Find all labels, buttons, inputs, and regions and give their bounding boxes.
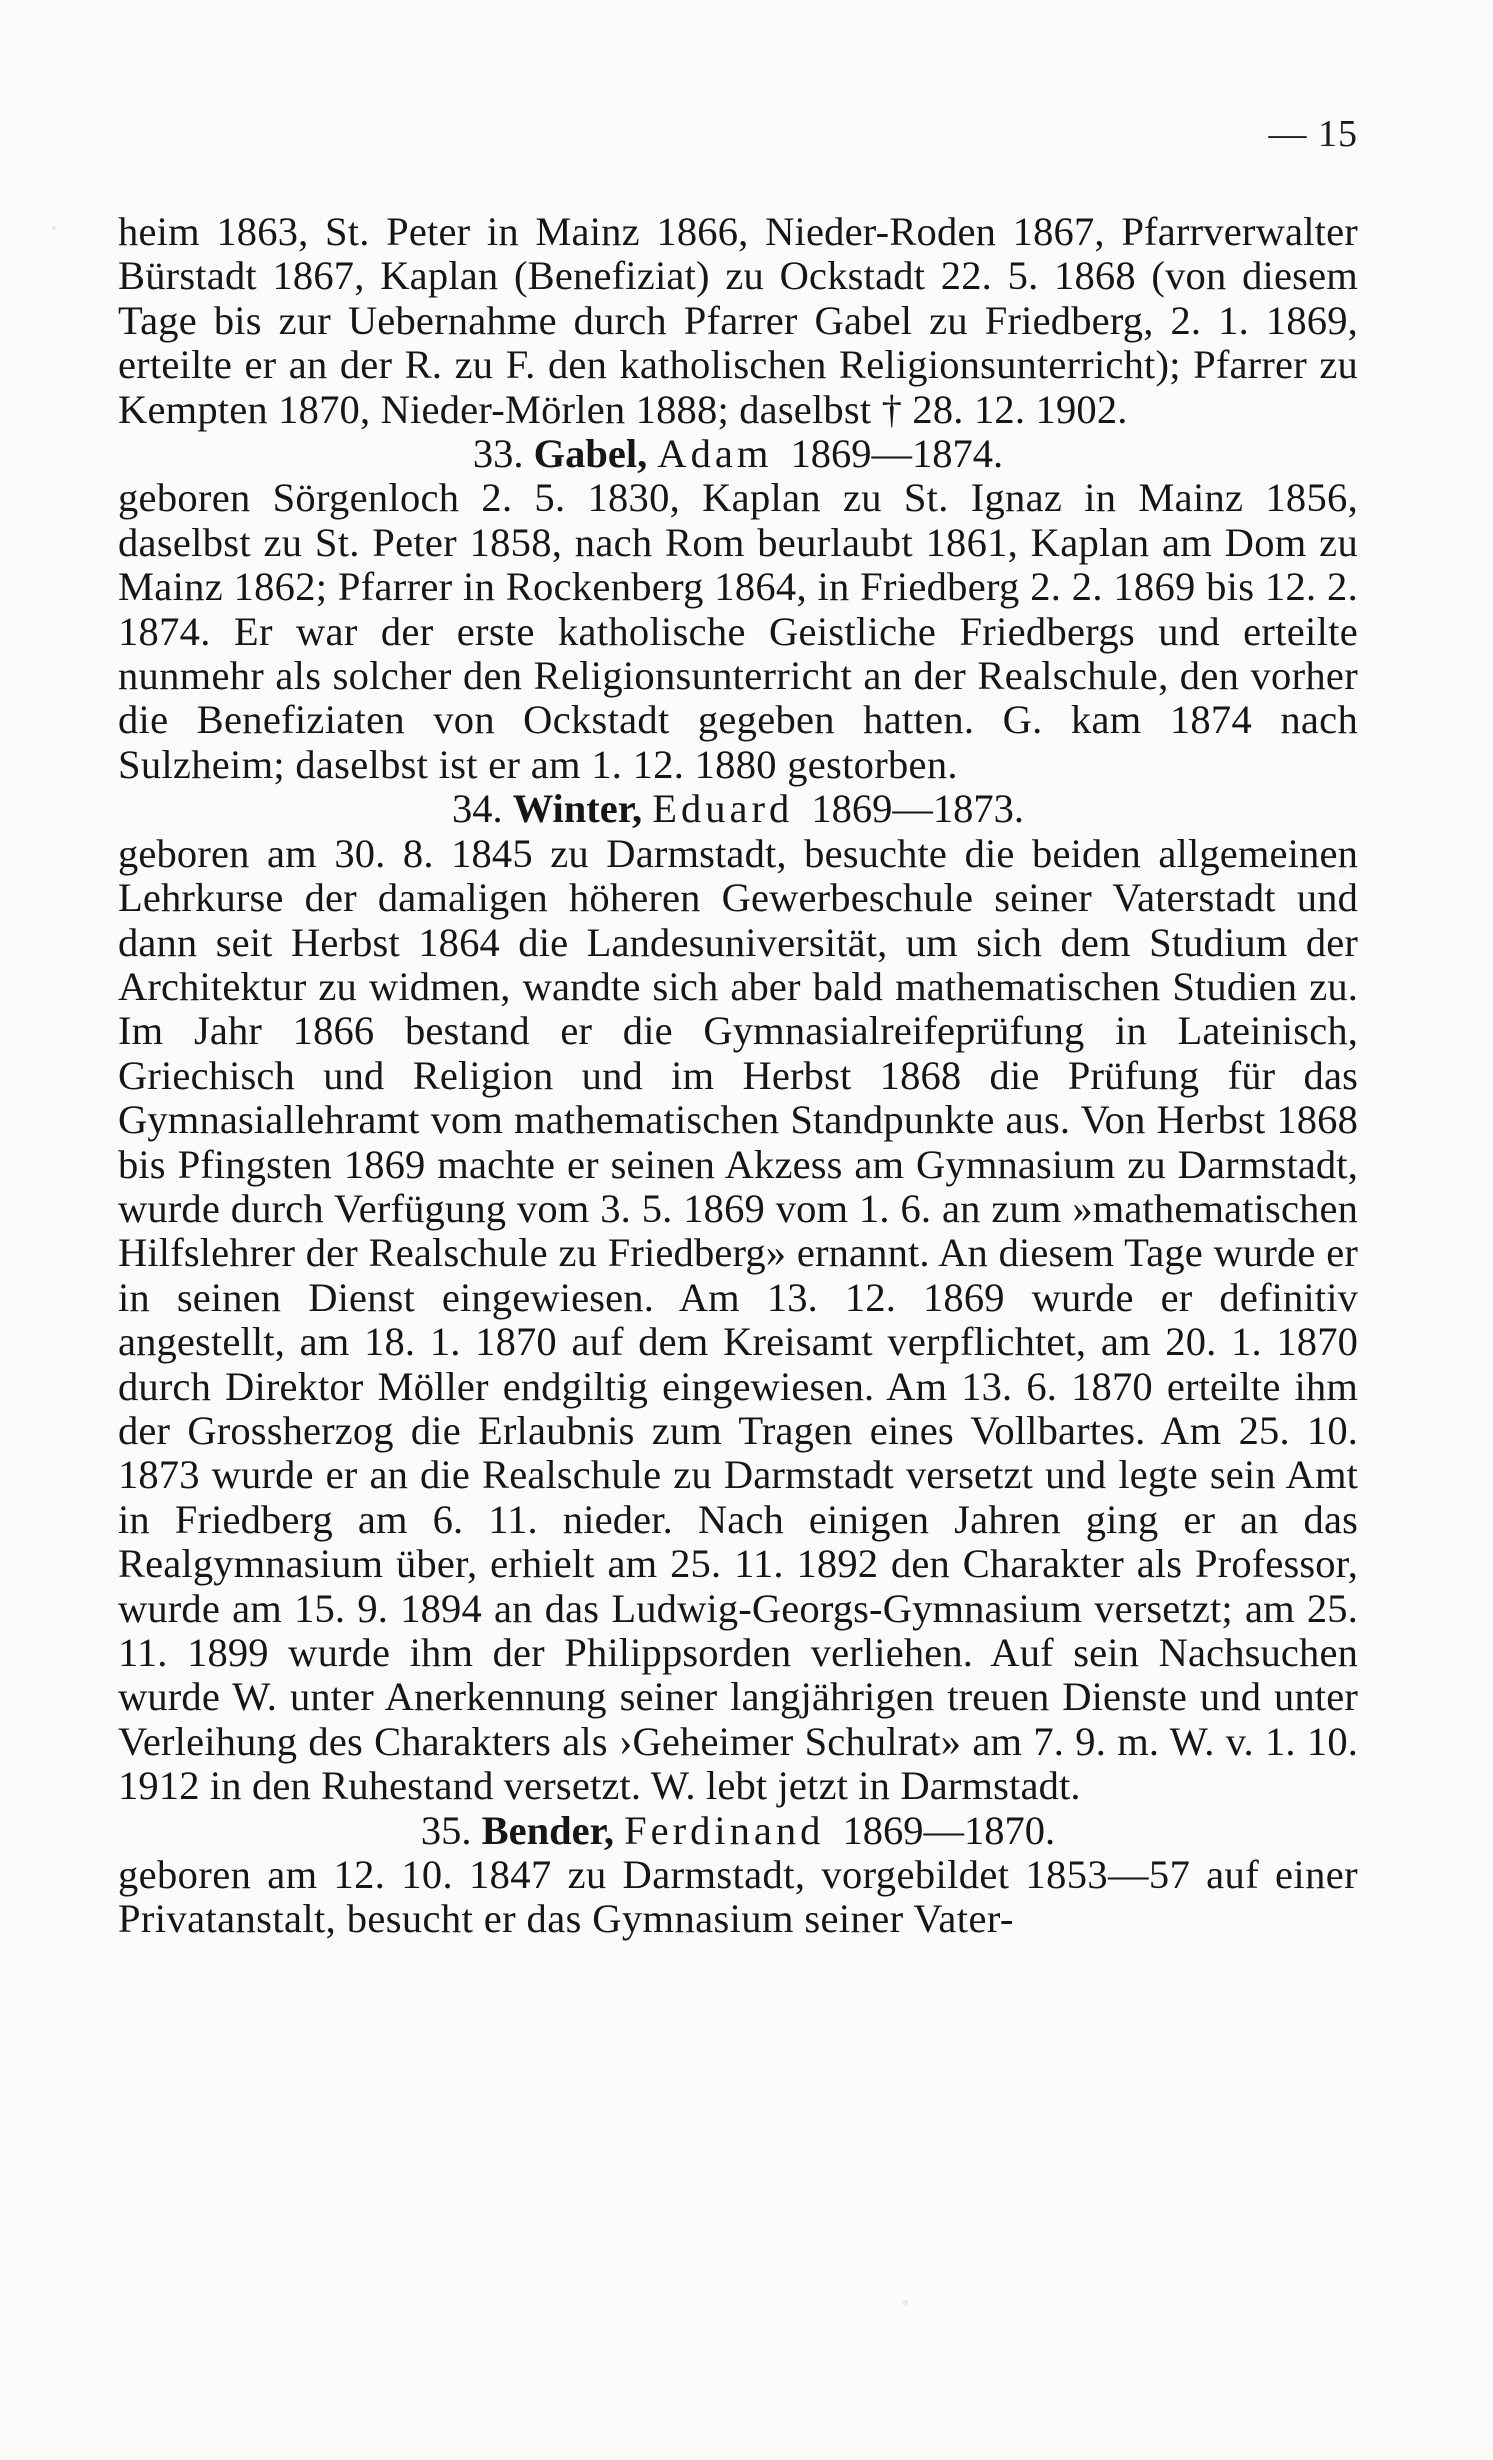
entry-heading-34 bbox=[118, 787, 1358, 831]
entry-text-33: geboren Sörgenloch 2. 5. 1830, Kaplan zu St. Ignaz in Mainz 1856, daselbst zu St. Peter 1858, nach Rom beurlaubt 1861, Kaplan am Dom zu Mainz 1862; Pfarrer in Rockenberg 1864, in Friedberg 2. 2. 1869 bis 12. 2. 1874. Er war der erste katholische Geistliche Friedbergs und erteilte nunmehr als solcher den Religionsunterricht an der Realschule, den vorher die Benefiziaten von Ockstadt gegeben hatten. G. kam 1874 nach Sulzheim; daselbst ist er am 1. 12. 1880 gestorben. bbox=[118, 475, 1358, 787]
entry-surname: Winter, bbox=[512, 786, 643, 832]
scan-speck bbox=[1340, 870, 1343, 873]
entry-firstname: Ferdinand bbox=[624, 1807, 825, 1853]
entry-years: 1869—1870. bbox=[842, 1807, 1056, 1853]
entry-number: 34. bbox=[452, 786, 503, 832]
entry-years: 1869—1874. bbox=[790, 431, 1004, 477]
entry-firstname: Eduard bbox=[652, 786, 794, 832]
entry-heading-33 bbox=[118, 432, 1358, 476]
entry-heading-35 bbox=[118, 1809, 1358, 1853]
continuation-paragraph: heim 1863, St. Peter in Mainz 1866, Nieder-Roden 1867, Pfarrverwalter Bürstadt 1867, Kaplan (Benefiziat) zu Ockstadt 22. 5. 1868 (von diesem Tage bis zur Uebernahme durch Pfarrer Gabel zu Friedberg, 2. 1. 1869, erteilte er an der R. zu F. den katholischen Religionsunterricht); Pfarrer zu Kempten 1870, Nieder-Mörlen 1888; daselbst † 28. 12. 1902. bbox=[118, 209, 1358, 432]
page-number: — 15 bbox=[1268, 113, 1358, 155]
entry-number: 35. bbox=[420, 1807, 472, 1853]
entry-text-35: geboren am 12. 10. 1847 zu Darmstadt, vorgebildet 1853—57 auf einer Privatanstalt, besucht er das Gymnasium seiner Vater- bbox=[118, 1852, 1358, 1942]
entry-surname: Bender, bbox=[481, 1807, 615, 1853]
entry-firstname: Adam bbox=[657, 431, 773, 477]
page-body bbox=[118, 210, 1358, 1942]
entry-number: 33. bbox=[472, 431, 524, 477]
entry-surname: Gabel, bbox=[533, 431, 648, 477]
scan-speck bbox=[903, 2300, 908, 2305]
entry-text-34: geboren am 30. 8. 1845 zu Darmstadt, besuchte die beiden allgemeinen Lehrkurse der damaligen höheren Gewerbeschule seiner Vaterstadt und dann seit Herbst 1864 die Landesuniversität, um sich dem Studium der Architektur zu widmen, wandte sich aber bald mathematischen Studien zu. Im Jahr 1866 bestand er die Gymnasialreifeprüfung in Lateinisch, Griechisch und Religion und im Herbst 1868 die Prüfung für das Gymnasiallehramt vom mathematischen Standpunkte aus. Von Herbst 1868 bis Pfingsten 1869 machte er seinen Akzess am Gymnasium zu Darmstadt, wurde durch Verfügung vom 3. 5. 1869 vom 1. 6. an zum »mathematischen Hilfslehrer der Realschule zu Friedberg» ernannt. An diesem Tage wurde er in seinen Dienst eingewiesen. Am 13. 12. 1869 wurde er definitiv angestellt, am 18. 1. 1870 auf dem Kreisamt verpflichtet, am 20. 1. 1870 durch Direktor Möller endgiltig eingewiesen. Am 13. 6. 1870 erteilte ihm der Grossherzog die Erlaubnis zum Tragen eines Vollbartes. Am 25. 10. 1873 wurde er an die Realschule zu Darmstadt versetzt und legte sein Amt in Friedberg am 6. 11. nieder. Nach einigen Jahren ging er an das Realgymnasium über, erhielt am 25. 11. 1892 den Charakter als Professor, wurde am 15. 9. 1894 an das Ludwig-Georgs-Gymnasium versetzt; am 25. 11. 1899 wurde ihm der Philippsorden verliehen. Auf sein Nachsuchen wurde W. unter Anerkennung seiner langjährigen treuen Dienste und unter Verleihung des Charakters als ›Geheimer Schulrat» am 7. 9. m. W. v. 1. 10. 1912 in den Ruhestand versetzt. W. lebt jetzt in Darmstadt. bbox=[118, 830, 1358, 1809]
entry-years: 1869—1873. bbox=[811, 786, 1024, 832]
scan-speck bbox=[52, 226, 56, 230]
